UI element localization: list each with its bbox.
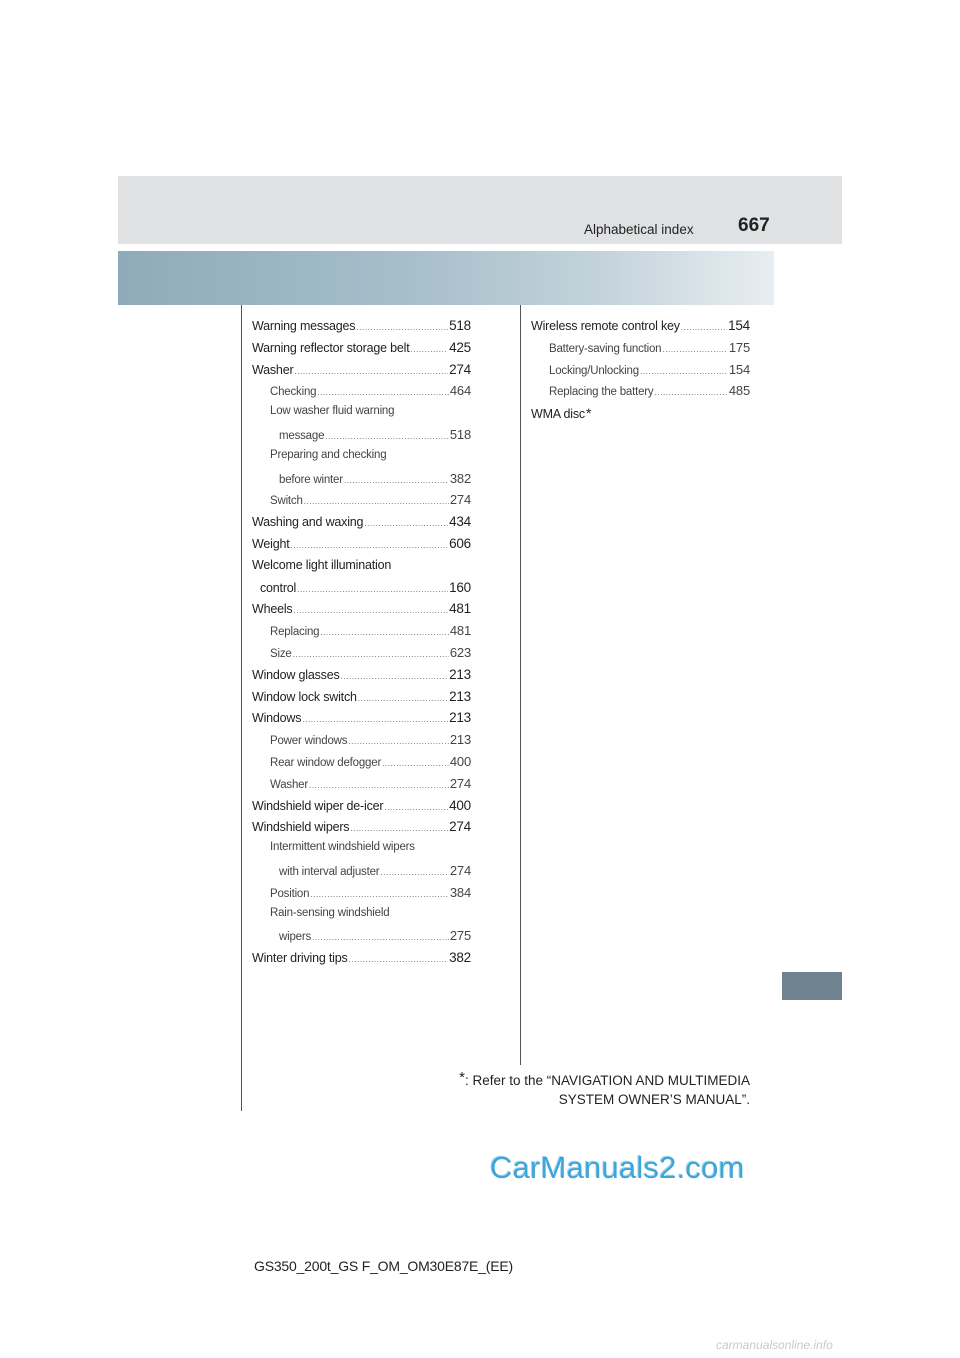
leader-dots xyxy=(344,476,449,485)
index-entry-label: Window glasses xyxy=(252,667,340,682)
index-entry-page: 213 xyxy=(449,688,471,704)
page-number: 667 xyxy=(738,215,770,236)
index-entry-page: 175 xyxy=(728,339,750,355)
leader-dots xyxy=(349,955,449,964)
index-entry xyxy=(252,405,471,427)
index-entry-label: Power windows xyxy=(270,735,348,748)
index-entry xyxy=(252,819,471,841)
index-entry-page: 481 xyxy=(449,623,471,639)
index-entry xyxy=(252,928,471,950)
index-entry xyxy=(252,340,471,362)
index-entry-label: Low washer fluid warning xyxy=(270,405,395,418)
index-entry xyxy=(252,710,471,732)
index-entry-page: 274 xyxy=(449,775,471,791)
leader-dots xyxy=(297,585,448,594)
leader-dots xyxy=(304,497,449,506)
index-entry xyxy=(531,405,750,427)
footnote xyxy=(390,1068,750,1109)
index-entry-page: 518 xyxy=(449,426,471,442)
index-entry-label: control xyxy=(260,580,297,595)
index-entry xyxy=(252,732,471,754)
index-entry xyxy=(252,383,471,405)
index-entry-label: Locking/Unlocking xyxy=(549,364,639,377)
index-entry-label: Windows xyxy=(252,711,302,726)
leader-dots xyxy=(681,323,727,332)
index-entry xyxy=(252,318,471,340)
leader-dots xyxy=(380,868,448,877)
index-entry xyxy=(252,601,471,623)
index-entry-label: message xyxy=(279,429,325,442)
index-entry-label: Warning messages xyxy=(252,319,356,333)
index-entry xyxy=(252,754,471,776)
index-entry xyxy=(252,667,471,689)
index-entry-label: Wheels xyxy=(252,602,293,617)
leader-dots xyxy=(293,606,448,615)
index-entry-label: Window lock switch xyxy=(252,689,357,704)
index-entry-label: Wireless remote control key xyxy=(531,319,680,333)
index-entry xyxy=(252,863,471,885)
index-entry-page: 382 xyxy=(449,950,471,966)
index-entry xyxy=(252,536,471,558)
index-entry-page: 160 xyxy=(449,579,471,595)
index-entry xyxy=(252,689,471,711)
index-entry-page: 274 xyxy=(449,819,471,835)
leader-dots xyxy=(309,781,449,790)
index-entry-page: 275 xyxy=(449,928,471,944)
column-divider-middle xyxy=(520,305,521,1065)
leader-dots xyxy=(293,650,449,659)
index-entry-label: WMA disc xyxy=(531,407,585,422)
index-entry xyxy=(252,623,471,645)
column-divider-left xyxy=(241,305,242,1111)
index-entry-label: Winter driving tips xyxy=(252,951,348,966)
index-entry-label: Battery-saving function xyxy=(549,342,662,355)
document-code: GS350_200t_GS F_OM_OM30E87E_(EE) xyxy=(254,1258,513,1274)
index-entry-page: 154 xyxy=(728,361,750,377)
leader-dots xyxy=(364,519,448,528)
index-side-tab xyxy=(782,972,842,1000)
index-entry-page: 400 xyxy=(449,753,471,769)
index-entry-label: Replacing the battery xyxy=(549,386,654,399)
index-entry xyxy=(252,558,471,580)
site-watermark: carmanualsonline.info xyxy=(716,1338,833,1352)
index-entry-page: 485 xyxy=(728,383,750,399)
index-entry-label: Preparing and checking xyxy=(270,448,387,461)
index-column-left xyxy=(252,318,471,972)
index-entry-label: Switch xyxy=(270,495,303,508)
footnote-line-2: SYSTEM OWNER’S MANUAL”. xyxy=(558,1092,750,1107)
index-entry-page: 425 xyxy=(449,339,471,355)
index-entry-label: Size xyxy=(270,647,292,660)
index-entry-label: Rain-sensing windshield xyxy=(270,906,390,919)
leader-dots xyxy=(290,541,448,550)
leader-dots xyxy=(358,694,448,703)
leader-dots xyxy=(640,367,728,376)
index-entry-page: 274 xyxy=(449,361,471,377)
index-entry-page: 384 xyxy=(449,884,471,900)
leader-dots xyxy=(662,345,728,354)
index-entry xyxy=(252,907,471,929)
index-entry xyxy=(252,449,471,471)
section-banner xyxy=(118,251,774,305)
index-entry-label: Replacing xyxy=(270,626,320,639)
header-title: Alphabetical index xyxy=(584,222,694,237)
index-entry-label: Windshield wiper de-icer xyxy=(252,798,384,813)
index-entry xyxy=(252,841,471,863)
index-entry-page: 400 xyxy=(449,797,471,813)
leader-dots xyxy=(350,824,448,833)
leader-dots xyxy=(325,432,449,441)
index-entry-label: Weight xyxy=(252,536,290,551)
leader-dots xyxy=(310,890,449,899)
index-entry-label: Washer xyxy=(252,362,294,377)
leader-dots xyxy=(348,737,449,746)
leader-dots xyxy=(384,803,448,812)
index-entry-page: 274 xyxy=(449,492,471,508)
leader-dots xyxy=(411,345,449,354)
index-entry-label: Checking xyxy=(270,386,317,399)
index-entry-page: 518 xyxy=(449,318,471,333)
index-entry-label: Intermittent windshield wipers xyxy=(270,841,415,854)
index-entry xyxy=(252,885,471,907)
footnote-star-marker: * xyxy=(585,405,592,422)
index-entry xyxy=(252,514,471,536)
index-entry xyxy=(531,362,750,384)
index-entry xyxy=(252,492,471,514)
index-entry-page: 382 xyxy=(449,470,471,486)
index-entry xyxy=(252,427,471,449)
index-entry xyxy=(252,776,471,798)
leader-dots xyxy=(341,672,449,681)
index-entry xyxy=(252,645,471,667)
index-entry-label: Position xyxy=(270,887,310,900)
index-entry-label: Washer xyxy=(270,778,308,791)
index-entry-label: before winter xyxy=(279,473,343,486)
leader-dots xyxy=(312,933,449,942)
leader-dots xyxy=(382,759,449,768)
index-entry xyxy=(531,383,750,405)
leader-dots xyxy=(654,388,727,397)
index-entry-page: 154 xyxy=(728,318,750,333)
leader-dots xyxy=(294,367,448,376)
index-entry-label: Rear window defogger xyxy=(270,756,382,769)
index-entry-page: 481 xyxy=(449,601,471,617)
index-entry-label: Windshield wipers xyxy=(252,820,350,835)
index-entry xyxy=(252,798,471,820)
footnote-star: * xyxy=(459,1069,465,1086)
header-band xyxy=(118,176,842,244)
index-entry-label: Washing and waxing xyxy=(252,515,364,530)
index-entry-label: wipers xyxy=(279,931,312,944)
index-entry xyxy=(252,950,471,972)
index-entry-page: 606 xyxy=(449,535,471,551)
index-entry xyxy=(531,340,750,362)
leader-dots xyxy=(356,323,448,332)
index-column-right xyxy=(531,318,750,427)
index-entry-label: Welcome light illumination xyxy=(252,557,392,572)
index-entry-label: with interval adjuster xyxy=(279,865,380,878)
index-entry xyxy=(252,362,471,384)
index-entry xyxy=(252,471,471,493)
leader-dots xyxy=(320,628,449,637)
index-entry-page: 623 xyxy=(449,644,471,660)
leader-dots xyxy=(317,388,449,397)
footnote-line-1: *: Refer to the “NAVIGATION AND MULTIMEDIA xyxy=(459,1069,750,1088)
index-entry xyxy=(252,580,471,602)
index-entry-label: Warning reflector storage belt xyxy=(252,340,410,355)
leader-dots xyxy=(302,715,448,724)
index-entry-page: 464 xyxy=(449,383,471,399)
watermark-logo: CarManuals2.com xyxy=(490,1150,745,1185)
index-entry xyxy=(531,318,750,340)
index-entry-page: 434 xyxy=(449,514,471,530)
index-entry-page: 213 xyxy=(449,666,471,682)
index-entry-page: 213 xyxy=(449,710,471,726)
index-entry-page: 274 xyxy=(449,862,471,878)
index-entry-page: 213 xyxy=(449,732,471,748)
